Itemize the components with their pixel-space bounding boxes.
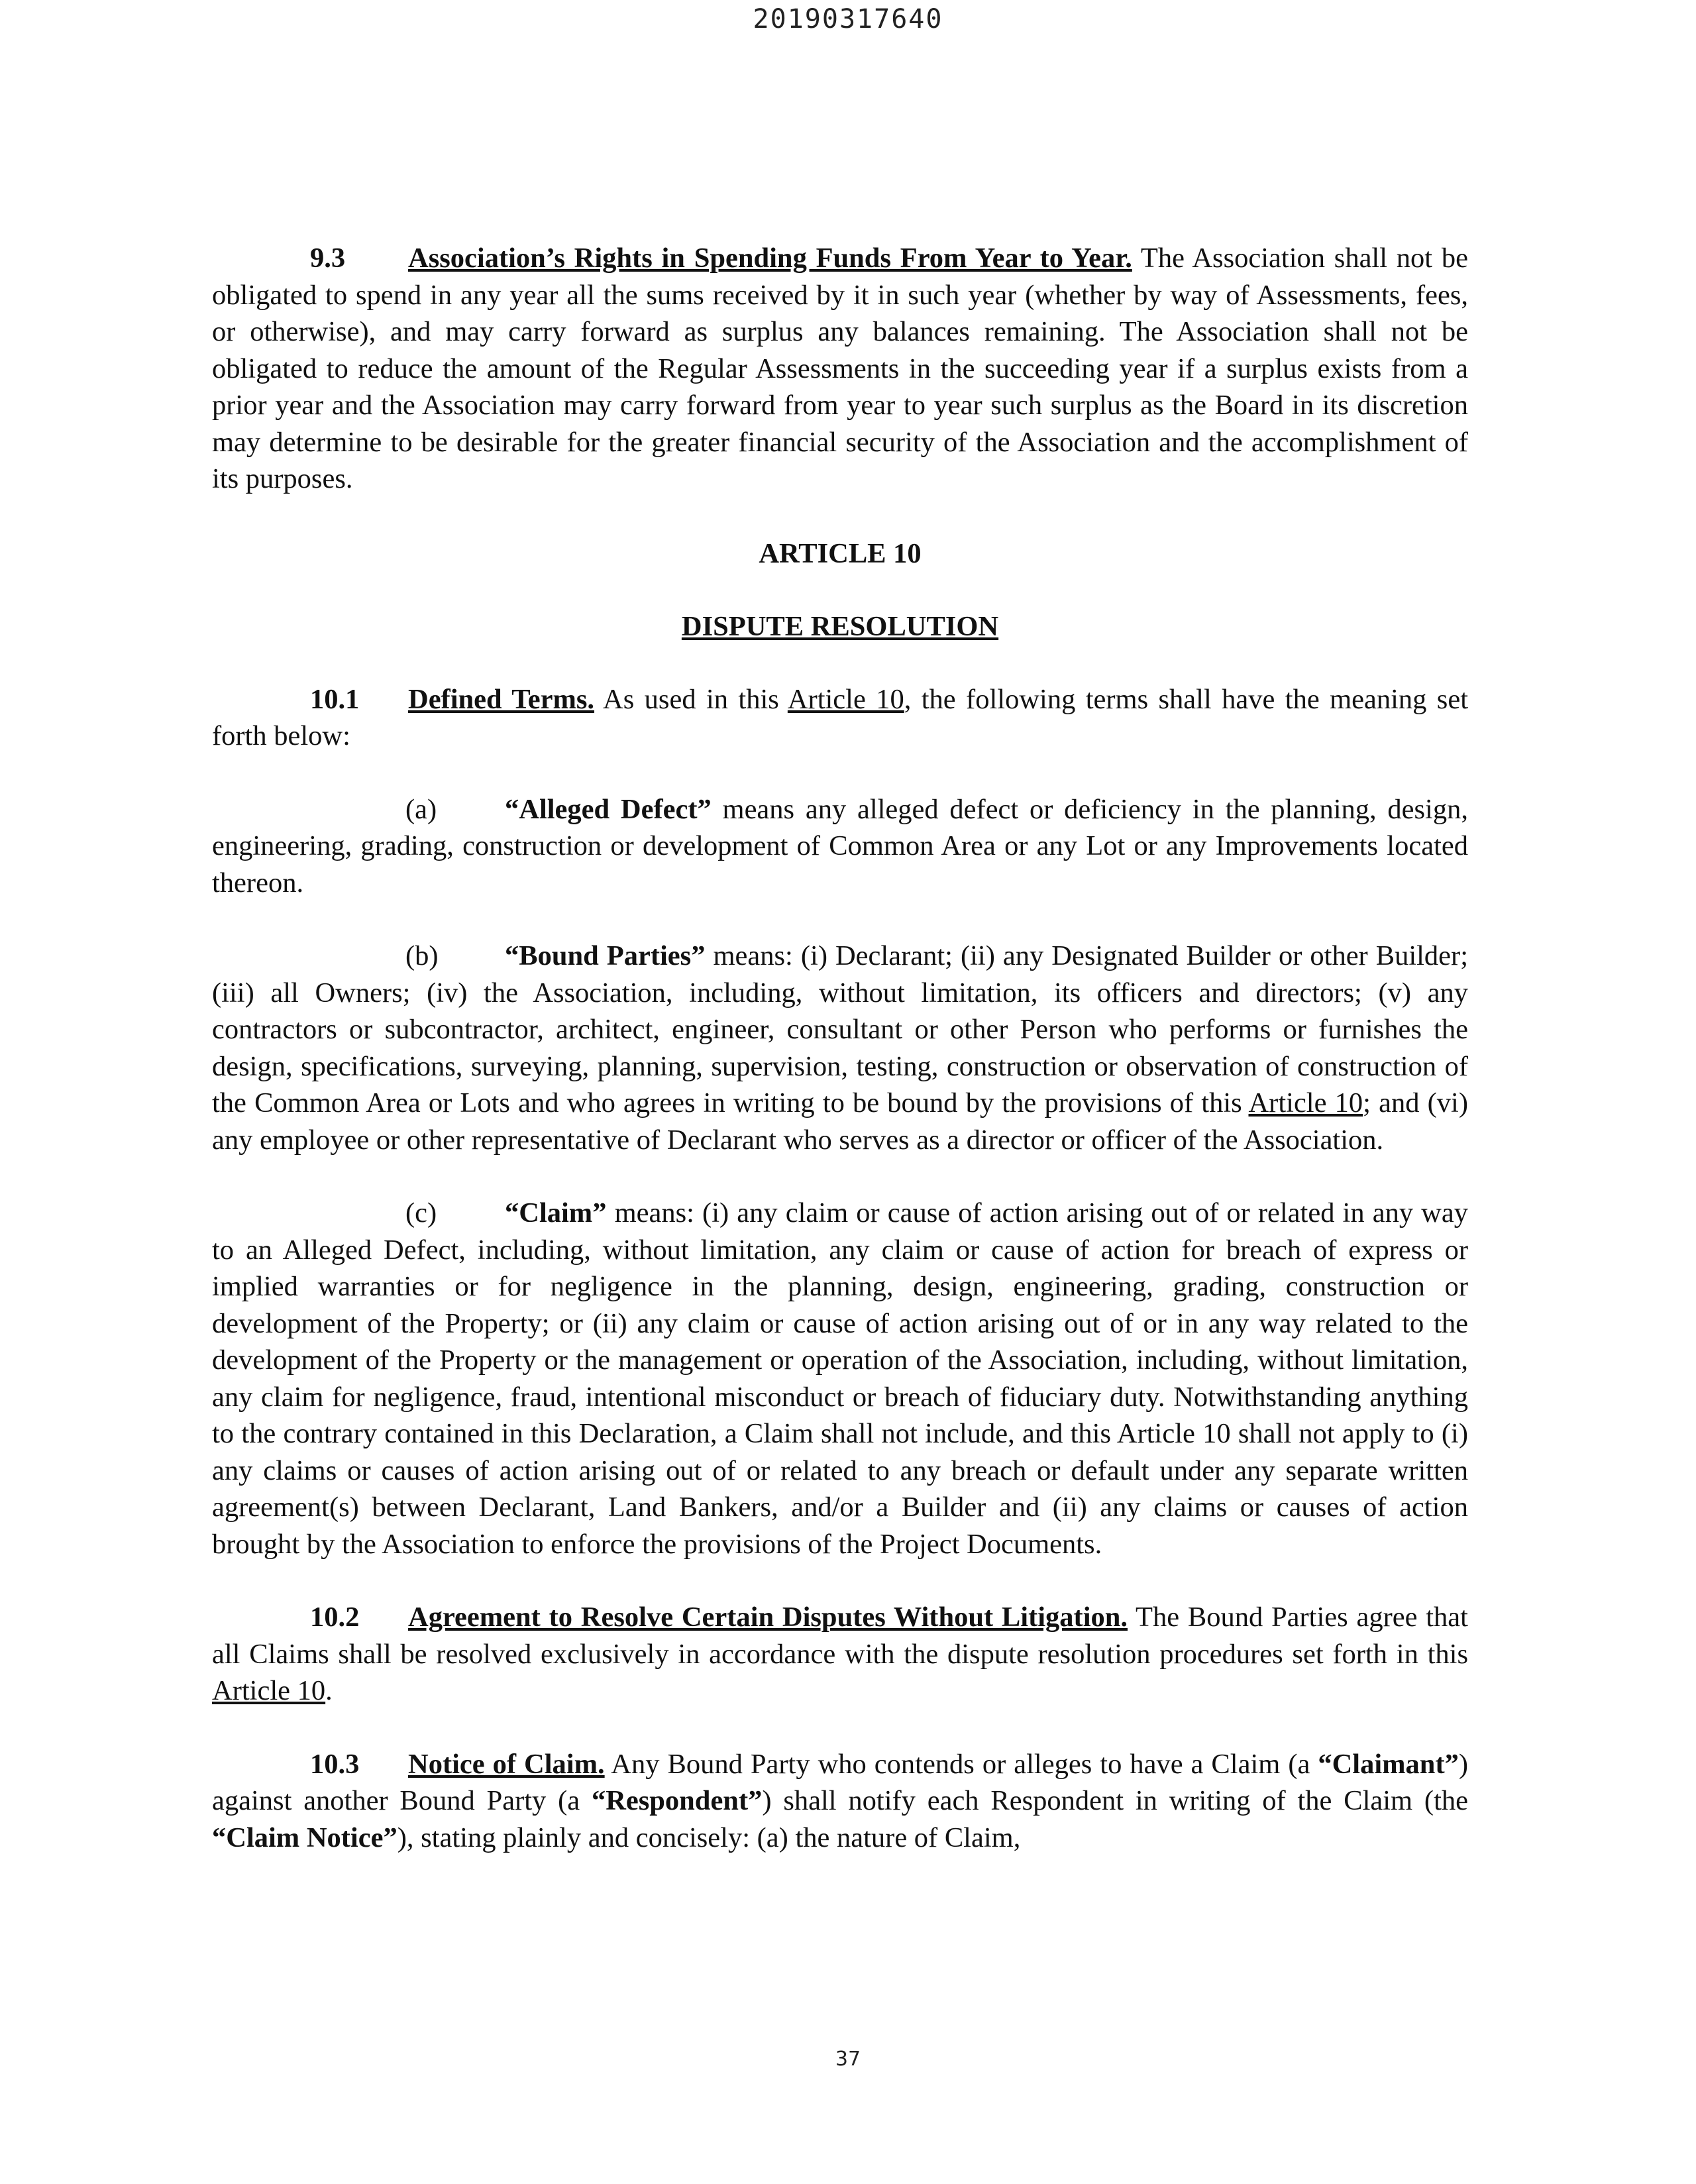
section-body: ) against another Bound Party (a — [212, 1748, 1468, 1816]
section-10-1 — [212, 681, 1468, 755]
definition-term: “Alleged Defect” — [505, 793, 712, 825]
section-title: Agreement to Resolve Certain Disputes Without Litigation. — [408, 1602, 1128, 1633]
definition-label: (b) — [405, 940, 439, 971]
definition-body: means: (i) any claim or cause of action arising out of or related in any way to an Alleged Defect, including, without limitation, any claim or cause of action for breach of express or implied warranties or for negligence in the planning, design, engineering, grading, construction or development of the Property; or (ii) any claim or cause of action arising out of or in any way related to the development of the Property or the management or operation of the Association, including, without limitation, any claim for negligence, fraud, intentional misconduct or breach of fiduciary duty. Notwithstanding anything to the contrary contained in this Declaration, a Claim shall not include, and this Article 10 shall not apply to (i) any claims or causes of action arising out of or related to any breach or default under any separate written agreement(s) between Declarant, Land Bankers, and/or a Builder and (ii) any claims or causes of action brought by the Association to enforce the provisions of the Project Documents. — [212, 1197, 1468, 1560]
section-title: Notice of Claim. — [408, 1748, 605, 1780]
defined-term-claim-notice: “Claim Notice” — [212, 1822, 398, 1853]
section-title: Association’s Rights in Spending Funds From Year to Year. — [408, 243, 1132, 274]
section-9-3 — [212, 240, 1468, 498]
section-body: The Association shall not be obligated to spend in any year all the sums received by it in such year (whether by way of Assessments, fees, or otherwise), and may carry forward as surplus any balances remaining. The Association shall not be obligated to reduce the amount of the Regular Assessments in the succeeding year if a surplus exists from a prior year and the Association may carry forward from year to year such surplus as the Board in its discretion may determine to be desirable for the greater financial security of the Association and the accomplishment of its purposes. — [212, 243, 1468, 494]
section-10-2 — [212, 1599, 1468, 1710]
definition-body: ; and (vi) any employee or other representative of Declarant who serves as a director or officer of the Association. — [212, 1087, 1468, 1156]
section-body: ) shall notify each Respondent in writing of the Claim (the — [762, 1785, 1468, 1816]
definition-term: “Bound Parties” — [505, 940, 706, 971]
page-number: 37 — [835, 2048, 861, 2071]
definition-label: (c) — [405, 1197, 437, 1228]
article-reference: Article 10 — [787, 683, 904, 715]
article-reference: Article 10 — [1248, 1087, 1363, 1119]
section-body: As used in this — [594, 683, 788, 715]
definition-label: (a) — [405, 793, 437, 825]
section-number: 10.3 — [310, 1748, 360, 1780]
article-reference: Article 10 — [212, 1675, 326, 1706]
definition-bound-parties — [212, 938, 1468, 1158]
defined-term-claimant: “Claimant” — [1318, 1748, 1459, 1780]
document-page — [212, 240, 1468, 1856]
section-number: 10.1 — [310, 683, 360, 715]
definition-claim — [212, 1195, 1468, 1562]
defined-term-respondent: “Respondent” — [591, 1785, 763, 1816]
section-number: 10.2 — [310, 1602, 360, 1633]
section-body-end: . — [325, 1675, 333, 1706]
section-body: The Bound Parties agree that all Claims shall be resolved exclusively in accordance with the dispute resolution procedures set forth in this — [212, 1602, 1468, 1670]
section-title: Defined Terms. — [408, 683, 595, 715]
definition-term: “Claim” — [505, 1197, 607, 1228]
definition-body: means any alleged defect or deficiency in the planning, design, engineering, grading, construction or development of Common Area or any Lot or any Improvements located thereon. — [212, 793, 1468, 899]
definition-body: means: (i) Declarant; (ii) any Designated Builder or other Builder; (iii) all Owners; (iv) the Association, including, without limitation, its officers and directors; (v) any contractors or subcontractor, architect, engineer, consultant or other Person who performs or furnishes the design, specifications, surveying, planning, supervision, testing, construction or observation of construction of the Common Area or Lots and who agrees in writing to be bound by the provisions of this — [212, 940, 1469, 1119]
section-body: , the following terms shall have the meaning set forth below: — [212, 683, 1468, 751]
definition-alleged-defect — [212, 791, 1468, 902]
section-body: ), stating plainly and concisely: (a) the nature of Claim, — [397, 1822, 1021, 1853]
section-number: 9.3 — [310, 243, 346, 274]
section-10-3 — [212, 1746, 1468, 1857]
recording-number: 20190317640 — [753, 4, 943, 34]
section-body: Any Bound Party who contends or alleges to have a Claim (a — [604, 1748, 1318, 1780]
article-heading: ARTICLE 10 — [759, 537, 922, 569]
article-title: DISPUTE RESOLUTION — [681, 611, 999, 642]
